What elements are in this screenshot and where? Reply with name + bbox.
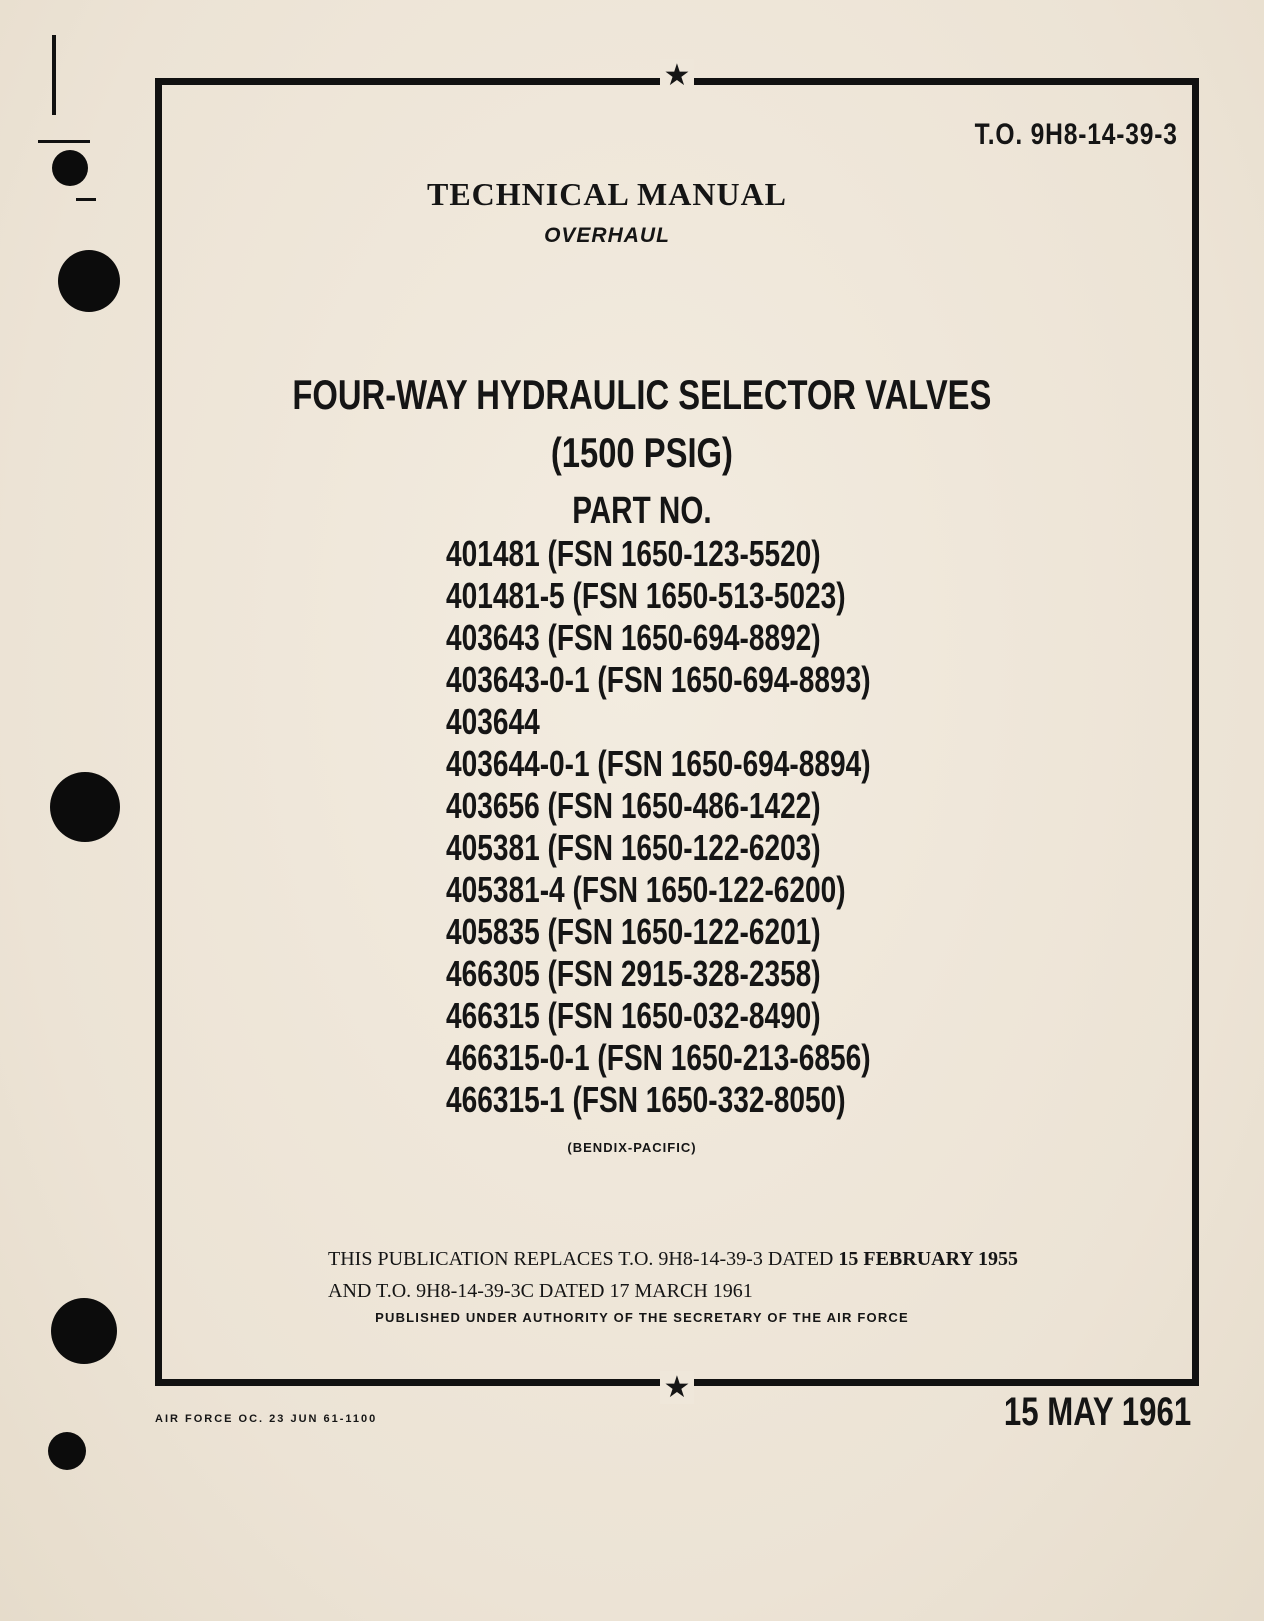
part-number-item: 403643-0-1 (FSN 1650-694-8893) <box>446 659 871 700</box>
part-number-item: 405381-4 (FSN 1650-122-6200) <box>446 869 846 910</box>
part-number-item: 403644 <box>446 701 540 742</box>
manufacturer-name: (BENDIX-PACIFIC) <box>567 1140 697 1155</box>
manual-subtype-heading: OVERHAUL <box>544 224 670 247</box>
manual-type-heading: TECHNICAL MANUAL <box>426 176 788 212</box>
binder-mark <box>52 35 56 115</box>
part-number-item: 401481-5 (FSN 1650-513-5023) <box>446 575 846 616</box>
part-number-item: 466315 (FSN 1650-032-8490) <box>446 995 821 1036</box>
supersession-prefix: THIS PUBLICATION REPLACES T.O. 9H8-14-39-3 DATED <box>328 1248 834 1270</box>
part-number-item: 466305 (FSN 2915-328-2358) <box>446 953 821 994</box>
document-title <box>149 366 1135 482</box>
supersession-notice <box>328 1243 1018 1307</box>
part-number-item: 405381 (FSN 1650-122-6203) <box>446 827 821 868</box>
punch-hole <box>50 772 120 842</box>
part-number-item: 403644-0-1 (FSN 1650-694-8894) <box>446 743 871 784</box>
binder-mark <box>38 140 90 143</box>
part-number-item: 466315-0-1 (FSN 1650-213-6856) <box>446 1037 871 1078</box>
part-number-list <box>446 533 871 1121</box>
part-number-item: 403656 (FSN 1650-486-1422) <box>446 785 821 826</box>
title-line-2: (1500 PSIG) <box>550 429 733 476</box>
part-number-item: 466315-1 (FSN 1650-332-8050) <box>446 1079 846 1120</box>
bottom-star-icon: ★ <box>162 1373 1192 1403</box>
part-number-item: 401481 (FSN 1650-123-5520) <box>446 533 821 574</box>
part-number-heading: PART NO. <box>572 490 712 532</box>
punch-hole <box>58 250 120 312</box>
supersession-date: 15 FEBRUARY 1955 <box>838 1248 1019 1270</box>
part-number-item: 405835 (FSN 1650-122-6201) <box>446 911 821 952</box>
technical-order-number: T.O. 9H8-14-39-3 <box>974 118 1178 151</box>
publication-date: 15 MAY 1961 <box>1003 1390 1191 1434</box>
supersession-line-2: AND T.O. 9H8-14-39-3C DATED 17 MARCH 1961 <box>328 1280 753 1302</box>
title-line-1: FOUR-WAY HYDRAULIC SELECTOR VALVES <box>292 371 992 418</box>
authority-statement: PUBLISHED UNDER AUTHORITY OF THE SECRETARY OF THE AIR FORCE <box>375 1310 909 1325</box>
supersession-line-1 <box>328 1243 1018 1275</box>
print-code: AIR FORCE OC. 23 JUN 61-1100 <box>155 1413 378 1425</box>
part-number-item: 403643 (FSN 1650-694-8892) <box>446 617 821 658</box>
punch-hole <box>48 1432 86 1470</box>
top-star-icon: ★ <box>162 61 1192 91</box>
punch-hole <box>51 1298 117 1364</box>
